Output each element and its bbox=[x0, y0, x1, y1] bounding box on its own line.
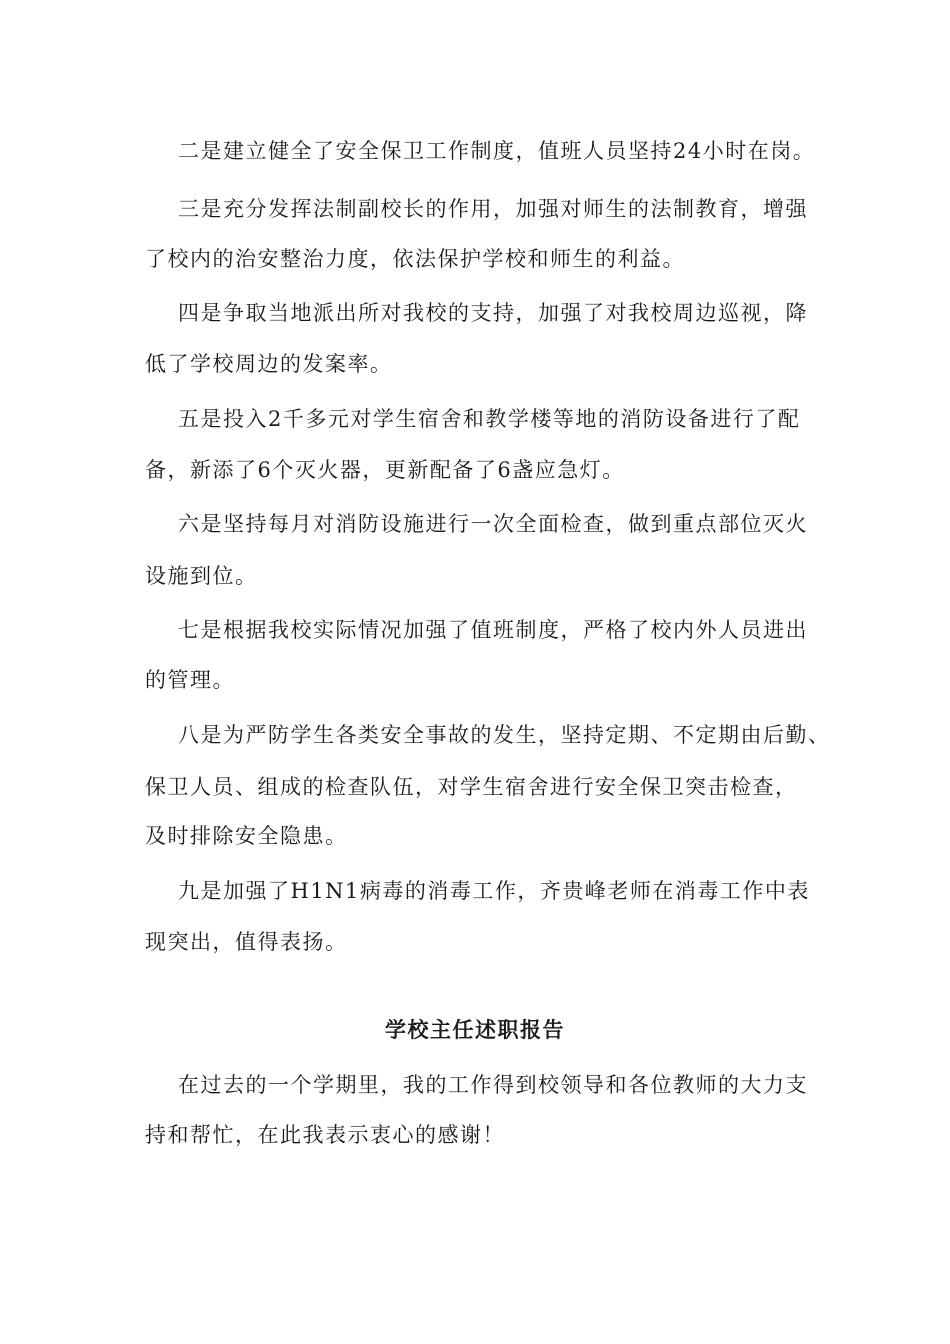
paragraph-9-line-1: 九是加强了H1N1病毒的消毒工作，齐贵峰老师在消毒工作中表 bbox=[178, 879, 810, 903]
paragraph-3-line-1: 三是充分发挥法制副校长的作用，加强对师生的法制教育，增强 bbox=[178, 197, 808, 221]
paragraph-8-line-1: 八是为严防学生各类安全事故的发生，坚持定期、不定期由后勤、 bbox=[178, 723, 831, 747]
closing-paragraph-line-2: 持和帮忙，在此我表示衷心的感谢！ bbox=[145, 1123, 505, 1147]
paragraph-8-line-3: 及时排除安全隐患。 bbox=[145, 824, 348, 848]
paragraph-9-line-2: 现突出，值得表扬。 bbox=[145, 930, 348, 954]
paragraph-3-line-2: 了校内的治安整治力度，依法保护学校和师生的利益。 bbox=[145, 247, 685, 271]
paragraph-7-line-2: 的管理。 bbox=[145, 668, 235, 692]
section-title: 学校主任述职报告 bbox=[385, 1017, 565, 1042]
paragraph-4-line-2: 低了学校周边的发案率。 bbox=[145, 352, 393, 376]
paragraph-8-line-2: 保卫人员、组成的检查队伍，对学生宿舍进行安全保卫突击检查， bbox=[145, 775, 798, 799]
paragraph-7-line-1: 七是根据我校实际情况加强了值班制度，严格了校内外人员进出 bbox=[178, 618, 808, 642]
paragraph-5-line-2: 备，新添了6个灭火器，更新配备了6盏应急灯。 bbox=[145, 458, 625, 482]
paragraph-4-line-1: 四是争取当地派出所对我校的支持，加强了对我校周边巡视，降 bbox=[178, 301, 808, 325]
paragraph-6-line-1: 六是坚持每月对消防设施进行一次全面检查，做到重点部位灭火 bbox=[178, 512, 808, 536]
paragraph-6-line-2: 设施到位。 bbox=[145, 564, 258, 588]
paragraph-5-line-1: 五是投入2千多元对学生宿舍和教学楼等地的消防设备进行了配 bbox=[178, 407, 801, 431]
paragraph-2-line-1: 二是建立健全了安全保卫工作制度，值班人员坚持24小时在岗。 bbox=[178, 139, 816, 163]
closing-paragraph-line-1: 在过去的一个学期里，我的工作得到校领导和各位教师的大力支 bbox=[178, 1073, 808, 1097]
